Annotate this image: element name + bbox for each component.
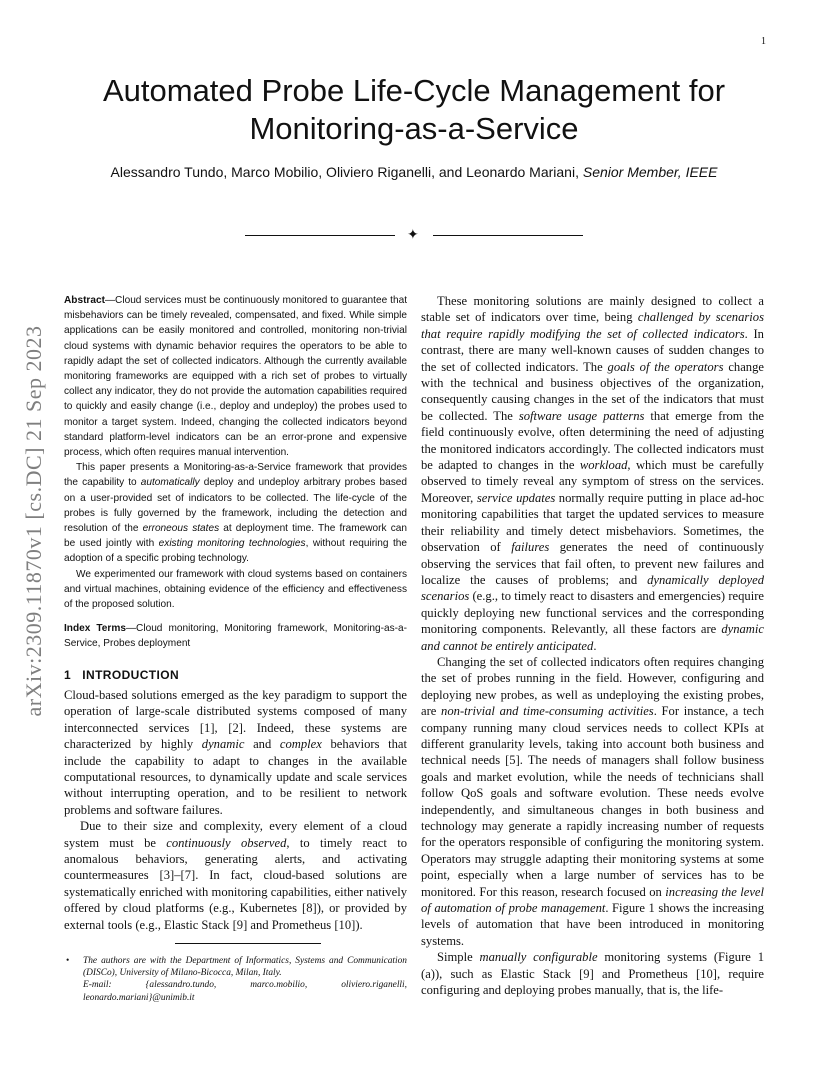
citation-link[interactable]: [7]: [180, 868, 196, 883]
footnote-email: E-mail: {alessandro.tundo, marco.mobilio, oliviero.riganelli, leonardo.mariani}@unimib.it: [83, 980, 407, 1003]
citation-link[interactable]: [9]: [579, 966, 594, 981]
title-line-1: Automated Probe Life-Cycle Management for: [102, 73, 726, 108]
section-title: INTRODUCTION: [82, 668, 180, 682]
title-line-2: Monitoring-as-a-Service: [249, 111, 579, 146]
footnote-affiliation: The authors are with the Department of Informatics, Systems and Communication (DISCo), University of Milano-Bicocca, Milan, Italy.: [83, 956, 407, 979]
page-number: 1: [761, 36, 766, 47]
section-heading-introduction: [64, 668, 179, 682]
abstract-label: Abstract: [64, 295, 105, 306]
abstract-paragraph-3: We experimented our framework with cloud systems based on containers and virtual machines, obtaining evidence of the efficiency and effectiveness of the proposed solution.: [64, 568, 407, 611]
citation-link[interactable]: [2]: [228, 720, 243, 735]
divider-line-right: [433, 235, 583, 236]
divider-star-icon: ✦: [407, 227, 419, 243]
footnote-rule: [175, 943, 321, 944]
citation-link[interactable]: [5]: [505, 753, 520, 768]
arxiv-stamp: arXiv:2309.11870v1 [cs.DC] 21 Sep 2023: [21, 325, 46, 717]
citation-link[interactable]: [1]: [199, 720, 215, 735]
index-terms: Index Terms—Cloud monitoring, Monitoring framework, Monitoring-as-a-Service, Probes deployment: [64, 623, 407, 650]
index-terms-label: Index Terms: [64, 623, 126, 635]
title-divider: [245, 228, 583, 244]
citation-link[interactable]: [3]: [159, 868, 175, 883]
abstract-paragraph-1: Abstract—Cloud services must be continuously monitored to guarantee that misbehaviors can be timely revealed, compensated, and fixed. While simple applications can be easily monitored and controlled, monitoring non-trivial cloud systems with dynamic behavior requires the operators to be able to rapidly adapt the set of collected indicators. Although the currently available monitoring frameworks are equipped with a rich set of probes to virtually collect any indicator, they do not provide the automation capabilities required to quickly and easily change (i.e., deploy and undeploy) the probes used to monitor a target system. Indeed, changing the collected indicators beyond standard platform-level indicators can be an error-prone and expensive process, which often requires manual intervention.: [64, 295, 407, 459]
section-number: 1: [64, 668, 72, 682]
citation-link[interactable]: [10]: [334, 917, 356, 932]
citation-link[interactable]: [10]: [696, 966, 717, 981]
intro-paragraph-2: Due to their size and complexity, every element of a cloud system must be continuously observed, to timely react to anomalous behaviors, generating alerts, and activating countermeasures [3]–[7]. In fact, cloud-based solutions are systematically enriched with monitoring capabilities, either natively offered by cloud platforms (e.g., Kubernetes [8]), or provided by external tools (e.g., Elastic Stack [9] and Prometheus [10]).: [64, 819, 408, 932]
introduction-left-column: [64, 687, 407, 933]
paper-title: [60, 72, 768, 148]
figure-link[interactable]: 1: [757, 950, 764, 965]
abstract: [64, 293, 407, 652]
abstract-paragraph-2: This paper presents a Monitoring-as-a-Service framework that provides the capability to automatically deploy and undeploy arbitrary probes based on a user-provided set of indicators to be collected. The life-cycle of the probes is fully governed by the framework, including the detection and resolution of the erroneous states at deployment time. The framework can be used jointly with existing monitoring technologies, without requiring the adoption of a specific probing technology.: [64, 462, 408, 565]
footnote-bullet-icon: •: [66, 956, 70, 966]
citation-link[interactable]: [8]: [302, 901, 317, 916]
author-affiliation-footnote: [64, 955, 407, 1004]
citation-link[interactable]: [9]: [232, 917, 248, 932]
right-paragraph-1: These monitoring solutions are mainly designed to collect a stable set of indicators over time, being challenged by scenarios that require rapidly modifying the set of collected indicators. In contrast, there are many well-known causes of sudden changes to the set of collected indicators. The goals of the operators change with the technical and business objectives of the organization, consequently causing changes in the set of the indicators that must be collected. The software usage patterns that emerge from the field continuously evolve, often determining the need of adjusting the monitored indicators accordingly. The collected indicators must be adapted to changes in the workload, which must be carefully observed to timely reveal any symptom of stress on the services. Moreover, service updates normally require putting in place ad-hoc monitoring capabilities that target the updated services to measure their reliability and timely detect misbehaviors. Sometimes, the observation of failures generates the need of continuously observing the services that fail often, to prevent new failures and localize the causes of problems; and dynamically deployed scenarios (e.g., to timely react to disasters and emergencies) require quickly deploying new functional services and the corresponding monitoring components. Relevantly, all these factors are dynamic and cannot be entirely anticipated.: [421, 294, 765, 653]
divider-line-left: [245, 235, 395, 236]
right-column: [421, 293, 764, 998]
author-role: Senior Member, IEEE: [582, 164, 718, 180]
right-paragraph-3: Simple manually configurable monitoring systems (Figure 1 (a)), such as Elastic Stack [9] and Prometheus [10], require configuring and deploying probes manually, that is, the life-: [421, 950, 764, 998]
intro-paragraph-1: Cloud-based solutions emerged as the key paradigm to support the operation of large-scale distributed systems composed of many interconnected services [1], [2]. Indeed, these systems are characterized by highly dynamic and complex behaviors that include the capability to adapt to changes in the available computational resources, to dynamically update and scale services without interrupting operation, and to be resilient to network problems and software failures.: [64, 688, 407, 817]
author-names: Alessandro Tundo, Marco Mobilio, Oliviero Riganelli, and Leonardo Mariani,: [110, 164, 579, 180]
figure-link[interactable]: 1: [648, 901, 655, 916]
right-paragraph-2: Changing the set of collected indicators often requires changing the set of probes running in the field. However, configuring and deploying new probes, as well as undeploying the existing probes, are non-trivial and time-consuming activities. For instance, a tech company running many cloud services needs to collect KPIs at different granularity levels, taking into account both business and technical needs [5]. The needs of managers shall follow business goals and market evolution, while the needs of technicians shall follow QoS goals and software evolution. These needs evolve independently, and simultaneous changes in both business and technology may generate a rapidly increasing number of requests for the operators responsible of configuring the monitoring system. Operators may struggle adapting their monitoring systems at some point, especially when a large number of services has to be monitored. For this reason, research focused on increasing the level of automation of probe management. Figure 1 shows the increasing levels of automation that have been introduced in monitoring systems.: [421, 654, 765, 948]
author-list: [60, 164, 768, 180]
